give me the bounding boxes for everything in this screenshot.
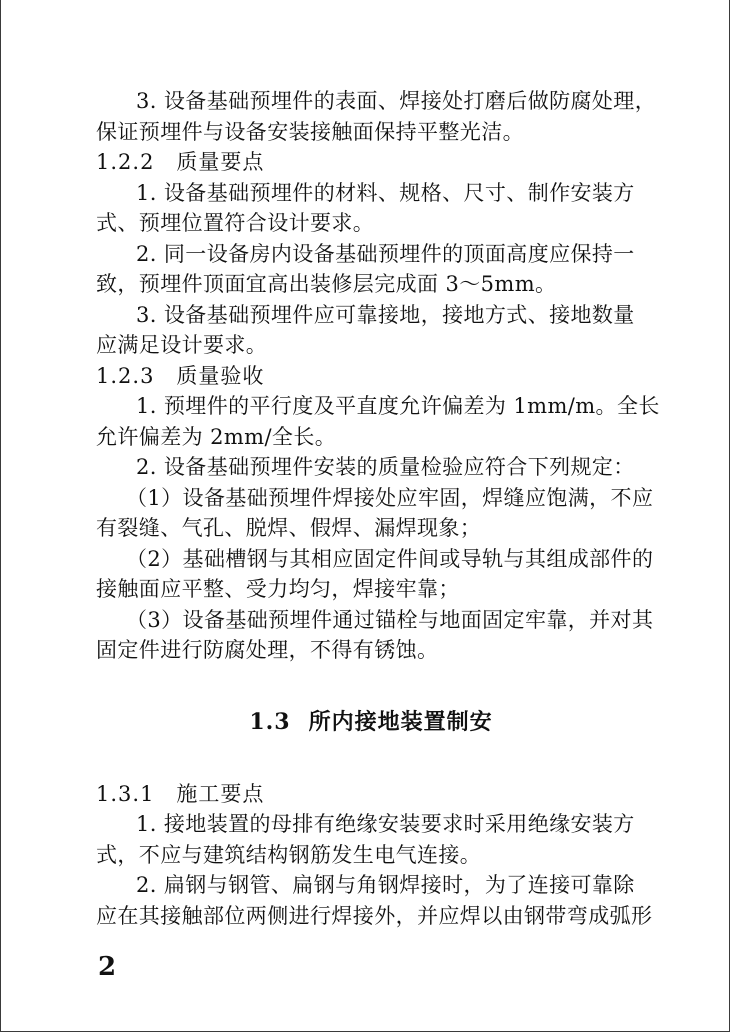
text-line: 应在其接触部位两侧进行焊接外，并应焊以由钢带弯成弧形 <box>96 903 653 928</box>
text-line: 2. 扁钢与钢管、扁钢与角钢焊接时，为了连接可靠除 <box>136 873 635 897</box>
text-line: 固定件进行防腐处理，不得有锈蚀。 <box>96 638 439 662</box>
text-line: 式、预埋位置符合设计要求。 <box>96 211 375 235</box>
subsection-heading: 1.2.2 质量要点 <box>96 150 265 174</box>
text-line: （2）基础槽钢与其相应固定件间或导轨与其组成部件的 <box>126 546 654 571</box>
text-line: 1. 设备基础预埋件的材料、规格、尺寸、制作安装方 <box>136 180 635 205</box>
text-line: 3. 设备基础预埋件的表面、焊接处打磨后做防腐处理， <box>136 89 657 113</box>
text-line: （1）设备基础预埋件焊接处应牢固，焊缝应饱满，不应 <box>126 485 654 510</box>
text-line: （3）设备基础预埋件通过锚栓与地面固定牢靠，并对其 <box>126 607 654 632</box>
document-body <box>96 86 660 931</box>
text-line: 应满足设计要求。 <box>96 333 268 357</box>
text-line: 式，不应与建筑结构钢筋发生电气连接。 <box>96 842 482 867</box>
text-line: 3. 设备基础预埋件应可靠接地，接地方式、接地数量 <box>136 302 635 327</box>
text-line: 1. 预埋件的平行度及平直度允许偏差为 1mm/m。全长 <box>136 394 660 418</box>
text-line: 保证预埋件与设备安装接触面保持平整光洁。 <box>96 119 524 144</box>
text-line: 2. 设备基础预埋件安装的质量检验应符合下列规定： <box>136 455 635 479</box>
text-line: 有裂缝、气孔、脱焊、假焊、漏焊现象； <box>96 516 482 540</box>
section-title: 所内接地装置制安 <box>308 709 493 735</box>
section-number: 1.3 <box>249 708 291 735</box>
text-block-1-2 <box>96 86 660 666</box>
text-line: 2. 同一设备房内设备基础预埋件的顶面高度应保持一 <box>136 241 635 266</box>
text-line: 允许偏差为 2mm/全长。 <box>96 424 337 449</box>
text-line: 接触面应平整、受力均匀，焊接牢靠； <box>96 577 460 601</box>
section-heading <box>96 666 646 779</box>
text-line: 1. 接地装置的母排有绝缘安装要求时采用绝缘安装方 <box>136 812 635 836</box>
page-number: 2 <box>98 952 117 982</box>
subsection-heading: 1.3.1 施工要点 <box>96 781 265 806</box>
subsection-heading: 1.2.3 质量验收 <box>96 363 265 388</box>
text-block-1-3 <box>96 779 653 932</box>
text-line: 致，预埋件顶面宜高出装修层完成面 3～5mm。 <box>96 272 557 296</box>
